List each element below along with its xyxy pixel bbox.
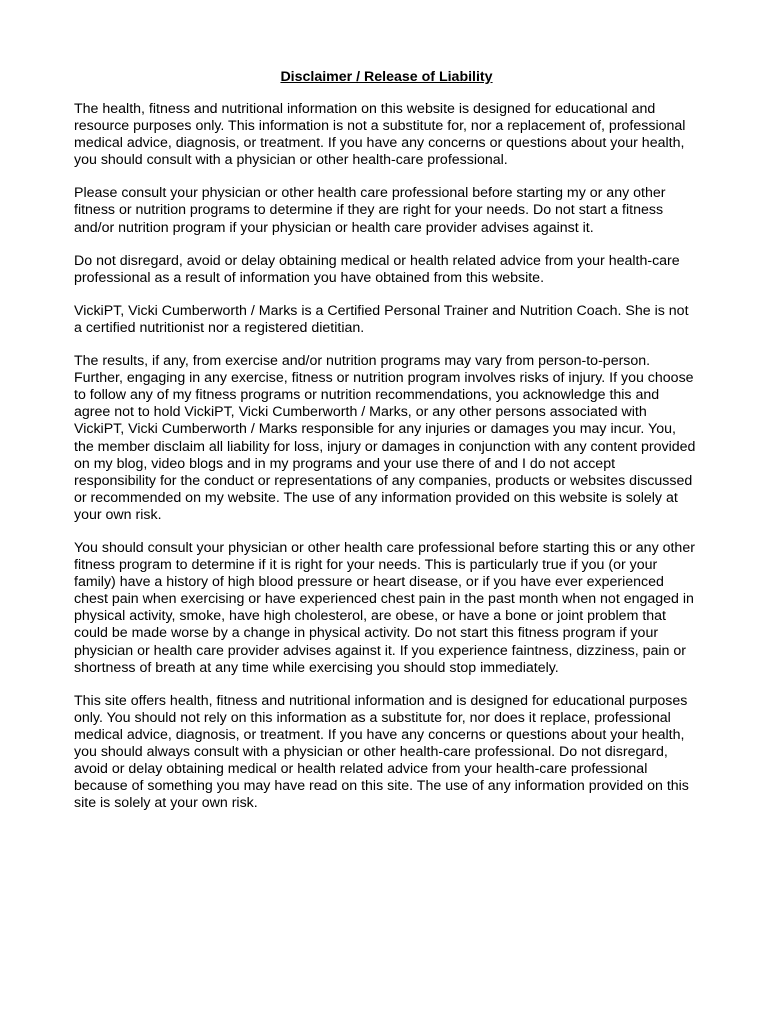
paragraph-do-not-disregard: Do not disregard, avoid or delay obtaining medical or health related advice from your health-care professional as a result of information you have obtained from this website.	[74, 252, 680, 286]
paragraph-trainer-credentials: VickiPT, Vicki Cumberworth / Marks is a Certified Personal Trainer and Nutrition Coach. She is not a certified nutritionist nor a registered dietitian.	[74, 302, 689, 336]
paragraph-consult-physician: Please consult your physician or other health care professional before starting my or any other fitness or nutrition programs to determine if they are right for your needs. Do not start a fitness and/or nutrition program if your physician or health care provider advises against it.	[74, 185, 666, 236]
document-page	[74, 68, 699, 828]
paragraph-results-and-liability: The results, if any, from exercise and/or nutrition programs may vary from person-to-person. Further, engaging in any exercise, fitness or nutrition program involves risks of injury. If you choose to follow any of my fitness programs or nutrition recommendations, you acknowledge this and agree not to hold VickiPT, Vicki Cumberworth / Marks, or any other persons associated with VickiPT, Vicki Cumberworth / Marks responsible for any injuries or damages you may incur. You, the member disclaim all liability for loss, injury or damages in conjunction with any content provided on my blog, video blogs and in my programs and your use there of and I do not accept responsibility for the conduct or representations of any companies, products or websites discussed or recommended on my website. The use of any information provided on this website is solely at your own risk.	[74, 353, 696, 523]
paragraph-health-risks: You should consult your physician or other health care professional before starting this or any other fitness program to determine if it is right for your needs. This is particularly true if you (or your family) have a history of high blood pressure or heart disease, or if you have ever experienced chest pain when exercising or have experienced chest pain in the past month when not engaged in physical activity, smoke, have high cholesterol, are obese, or have a bone or joint problem that could be made worse by a change in physical activity. Do not start this fitness program if your physician or health care provider advises against it. If you experience faintness, dizziness, pain or shortness of breath at any time while exercising you should stop immediately.	[74, 539, 695, 676]
document-title: Disclaimer / Release of Liability	[280, 69, 493, 85]
paragraph-educational-purpose: The health, fitness and nutritional information on this website is designed for educational and resource purposes only. This information is not a substitute for, nor a replacement of, professional medical advice, diagnosis, or treatment. If you have any concerns or questions about your health, you should consult with a physician or other health-care professional.	[74, 101, 686, 169]
paragraph-site-information: This site offers health, fitness and nutritional information and is designed for educational purposes only. You should not rely on this information as a substitute for, nor does it replace, professional medical advice, diagnosis, or treatment. If you have any concerns or questions about your health, you should always consult with a physician or other health-care professional. Do not disregard, avoid or delay obtaining medical or health related advice from your health-care professional because of something you may have read on this site. The use of any information provided on this site is solely at your own risk.	[74, 692, 689, 812]
